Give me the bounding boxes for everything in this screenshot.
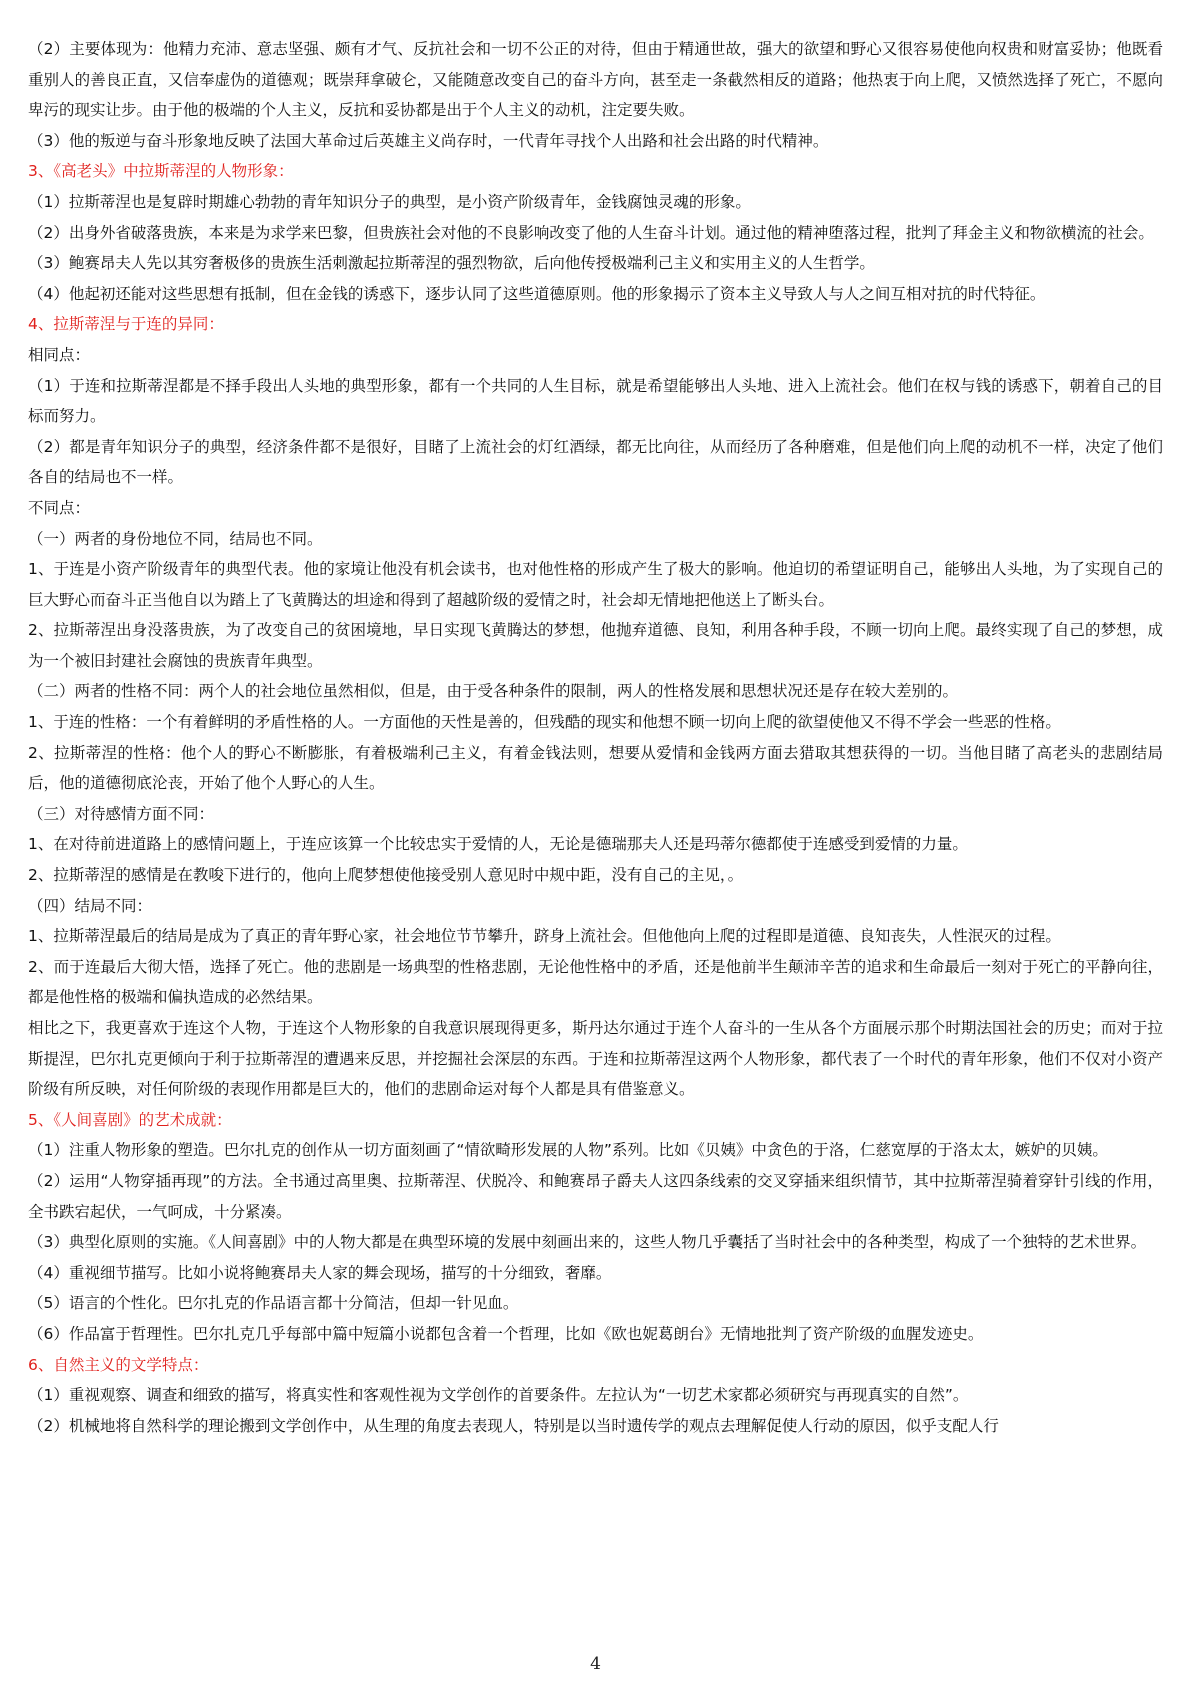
body-paragraph: （2）主要体现为：他精力充沛、意志坚强、颇有才气、反抗社会和一切不公正的对待，但由于精通世故，强大的欲望和野心又很容易使他向权贵和财富妥协；他既看重别人的善良正直，又信奉虚伪的道德观；既崇拜拿破仑，又能随意改变自己的奋斗方向，甚至走一条截然相反的道路；他热衷于向上爬，又愤然选择了死亡，不愿向卑污的现实让步。由于他的极端的个人主义，反抗和妥协都是出于个人主义的动机，注定要失败。 bbox=[28, 40, 1163, 120]
body-paragraph: （4）重视细节描写。比如小说将鲍赛昂夫人家的舞会现场，描写的十分细致，奢靡。 bbox=[28, 1263, 612, 1282]
body-paragraph: （1）于连和拉斯蒂涅都是不择手段出人头地的典型形象，都有一个共同的人生目标，就是希望能够出人头地、进入上流社会。他们在权与钱的诱惑下，朝着自己的目标而努力。 bbox=[28, 376, 1163, 426]
body-paragraph: 不同点： bbox=[28, 498, 91, 517]
body-paragraph: （1）拉斯蒂涅也是复辟时期雄心勃勃的青年知识分子的典型，是小资产阶级青年，金钱腐蚀灵魂的形象。 bbox=[28, 192, 751, 211]
body-paragraph: （3）典型化原则的实施。《人间喜剧》中的人物大都是在典型环境的发展中刻画出来的，这些人物几乎囊括了当时社会中的各种类型，构成了一个独特的艺术世界。 bbox=[28, 1233, 1147, 1252]
body-paragraph: （5）语言的个性化。巴尔扎克的作品语言都十分简洁，但却一针见血。 bbox=[28, 1294, 519, 1313]
body-paragraph: 2、拉斯蒂涅的性格：他个人的野心不断膨胀，有着极端利己主义，有着金钱法则，想要从爱情和金钱两方面去猎取其想获得的一切。当他目睹了高老头的悲剧结局后，他的道德彻底沦丧，开始了他个人野心的人生。 bbox=[28, 743, 1163, 793]
body-paragraph: （6）作品富于哲理性。巴尔扎克几乎每部中篇中短篇小说都包含着一个哲理，比如《欧也妮葛朗台》无情地批判了资产阶级的血腥发迹史。 bbox=[28, 1324, 984, 1343]
body-paragraph: 1、于连的性格：一个有着鲜明的矛盾性格的人。一方面他的天性是善的，但残酷的现实和他想不顾一切向上爬的欲望使他又不得不学会一些恶的性格。 bbox=[28, 713, 1061, 732]
body-paragraph: （4）他起初还能对这些思想有抵制，但在金钱的诱惑下，逐步认同了这些道德原则。他的形象揭示了资本主义导致人与人之间互相对抗的时代特征。 bbox=[28, 284, 1046, 303]
body-paragraph: 1、于连是小资产阶级青年的典型代表。他的家境让他没有机会读书，也对他性格的形成产生了极大的影响。他迫切的希望证明自己，能够出人头地，为了实现自己的巨大野心而奋斗正当他自以为踏上了飞黄腾达的坦途和得到了超越阶级的爱情之时，社会却无情地把他送上了断头台。 bbox=[28, 560, 1163, 609]
body-paragraph: （2）机械地将自然科学的理论搬到文学创作中，从生理的角度去表现人，特别是以当时遗传学的观点去理解促使人行动的原因，似乎支配人行 bbox=[28, 1416, 999, 1435]
section-heading: 4、拉斯蒂涅与于连的异同： bbox=[28, 315, 224, 334]
body-paragraph: （1）重视观察、调查和细致的描写，将真实性和客观性视为文学创作的首要条件。左拉认为“一切艺术家都必须研究与再现真实的自然”。 bbox=[28, 1386, 969, 1405]
body-paragraph: （1）注重人物形象的塑造。巴尔扎克的创作从一切方面刻画了“情欲畸形发展的人物”系列。比如《贝姨》中贪色的于洛，仁慈宽厚的于洛太太，嫉妒的贝姨。 bbox=[28, 1141, 1108, 1160]
body-paragraph: （2）都是青年知识分子的典型，经济条件都不是很好，目睹了上流社会的灯红酒绿，都无比向往，从而经历了各种磨难，但是他们向上爬的动机不一样，决定了他们各自的结局也不一样。 bbox=[28, 437, 1163, 487]
body-paragraph: （二）两者的性格不同：两个人的社会地位虽然相似，但是，由于受各种条件的限制，两人的性格发展和思想状况还是存在较大差别的。 bbox=[28, 682, 959, 701]
body-paragraph: （四）结局不同： bbox=[28, 896, 153, 915]
body-paragraph: 1、在对待前进道路上的感情问题上，于连应该算一个比较忠实于爱情的人，无论是德瑞那夫人还是玛蒂尔德都使于连感受到爱情的力量。 bbox=[28, 835, 968, 854]
section-heading: 3、《高老头》中拉斯蒂涅的人物形象： bbox=[28, 162, 294, 181]
section-heading: 6、自然主义的文学特点： bbox=[28, 1355, 209, 1374]
body-paragraph: （2）运用“人物穿插再现”的方法。全书通过高里奥、拉斯蒂涅、伏脱冷、和鲍赛昂子爵夫人这四条线索的交叉穿插来组织情节，其中拉斯蒂涅骑着穿针引线的作用，全书跌宕起伏，一气呵成，十分紧凑。 bbox=[28, 1171, 1163, 1221]
body-paragraph: （一）两者的身份地位不同，结局也不同。 bbox=[28, 529, 323, 548]
body-paragraph: （3）他的叛逆与奋斗形象地反映了法国大革命过后英雄主义尚存时，一代青年寻找个人出路和社会出路的时代精神。 bbox=[28, 131, 829, 150]
page-number: 4 bbox=[590, 1654, 601, 1674]
body-paragraph: 2、拉斯蒂涅出身没落贵族，为了改变自己的贫困境地，早日实现飞黄腾达的梦想，他抛弃道德、良知，利用各种手段，不顾一切向上爬。最终实现了自己的梦想，成为一个被旧封建社会腐蚀的贵族青年典型。 bbox=[28, 621, 1163, 670]
body-paragraph: 2、拉斯蒂涅的感情是在教唆下进行的，他向上爬梦想使他接受别人意见时中规中距，没有自己的主见，。 bbox=[28, 866, 744, 885]
section-heading: 5、《人间喜剧》的艺术成就： bbox=[28, 1110, 232, 1129]
body-paragraph: 1、拉斯蒂涅最后的结局是成为了真正的青年野心家，社会地位节节攀升，跻身上流社会。但他他向上爬的过程即是道德、良知丧失，人性泯灭的过程。 bbox=[28, 927, 1061, 946]
body-paragraph: 2、而于连最后大彻大悟，选择了死亡。他的悲剧是一场典型的性格悲剧，无论他性格中的矛盾，还是他前半生颠沛辛苦的追求和生命最后一刻对于死亡的平静向往，都是他性格的极端和偏执造成的必然结果。 bbox=[28, 957, 1163, 1007]
document-body bbox=[28, 34, 1163, 1441]
body-paragraph: （3）鲍赛昂夫人先以其穷奢极侈的贵族生活刺激起拉斯蒂涅的强烈物欲，后向他传授极端利己主义和实用主义的人生哲学。 bbox=[28, 254, 875, 273]
body-paragraph: （三）对待感情方面不同： bbox=[28, 804, 215, 823]
body-paragraph: 相比之下，我更喜欢于连这个人物，于连这个人物形象的自我意识展现得更多，斯丹达尔通过于连个人奋斗的一生从各个方面展示那个时期法国社会的历史；而对于拉斯提涅，巴尔扎克更倾向于利于拉斯蒂涅的遭遇来反思，并挖掘社会深层的东西。于连和拉斯蒂涅这两个人物形象，都代表了一个时代的青年形象，他们不仅对小资产阶级有所反映，对任何阶级的表现作用都是巨大的，他们的悲剧命运对每个人都是具有借鉴意义。 bbox=[28, 1019, 1163, 1099]
body-paragraph: （2）出身外省破落贵族，本来是为求学来巴黎，但贵族社会对他的不良影响改变了他的人生奋斗计划。通过他的精神堕落过程，批判了拜金主义和物欲横流的社会。 bbox=[28, 223, 1154, 242]
body-paragraph: 相同点： bbox=[28, 345, 91, 364]
